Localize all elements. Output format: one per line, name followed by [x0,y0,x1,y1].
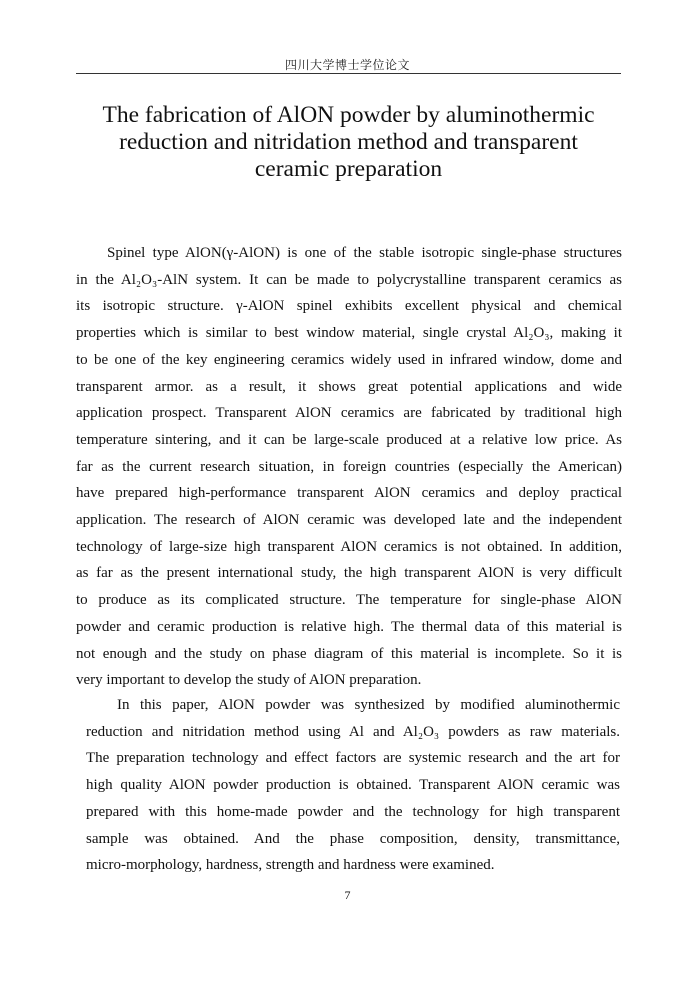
paragraph-line: far as the current research situation, in foreign countries (especially the American) [76,458,622,475]
header-rule [76,73,621,74]
paragraph-line: its isotropic structure. γ-AlON spinel exhibits excellent physical and chemical [76,298,622,315]
paragraph-line: temperature sintering, and it can be large-scale produced at a relative low price. As [76,431,622,448]
paragraph-line: properties which is similar to best window material, single crystal Al₂O₃, making it [76,325,622,342]
page-header: 四川大学博士学位论文 [284,58,410,72]
paragraph-line: micro-morphology, hardness, strength and hardness were examined. [86,857,495,874]
paragraph-line: The preparation technology and effect factors are systemic research and the art for [86,750,620,767]
paragraph-line: in the Al₂O₃-AlN system. It can be made to polycrystalline transparent ceramics as [76,271,622,288]
paragraph-line: reduction and nitridation method using Al and Al₂O₃ powders as raw materials. [86,723,620,740]
paragraph-line: In this paper, AlON powder was synthesized by modified aluminothermic [117,697,620,713]
paragraph-line: as far as the present international study, the high transparent AlON is very difficult [76,565,622,582]
paragraph-line: very important to develop the study of AlON preparation. [76,672,422,689]
paragraph-line: not enough and the study on phase diagram of this material is incomplete. So it is [76,645,622,662]
abstract-paragraph-2 [86,692,620,879]
paragraph-line: transparent armor. as a result, it shows great potential applications and wide [76,378,622,395]
paragraph-line: to be one of the key engineering ceramics widely used in infrared window, dome and [76,351,622,368]
paragraph-line: have prepared high-performance transparent AlON ceramics and deploy practical [76,485,622,502]
page-number: 7 [344,888,351,902]
paragraph-line: Spinel type AlON(γ-AlON) is one of the stable isotropic single-phase structures [107,245,622,261]
abstract-paragraph-1 [76,240,622,694]
paragraph-line: powder and ceramic production is relative high. The thermal data of this material is [76,618,622,635]
paragraph-line: sample was obtained. And the phase composition, density, transmittance, [86,830,620,847]
paragraph-line: to produce as its complicated structure. The temperature for single-phase AlON [76,592,622,609]
paragraph-line: application prospect. Transparent AlON ceramics are fabricated by traditional high [76,405,622,422]
title-line: The fabrication of AlON powder by aluminothermic [102,102,595,128]
paragraph-line: technology of large-size high transparent AlON ceramics is not obtained. In addition, [76,538,622,555]
paragraph-line: high quality AlON powder production is obtained. Transparent AlON ceramic was [86,777,620,794]
paper-title [76,102,621,183]
title-line: ceramic preparation [254,156,443,182]
paragraph-line: application. The research of AlON ceramic was developed late and the independent [76,512,622,529]
paragraph-line: prepared with this home-made powder and the technology for high transparent [86,803,620,820]
title-line: reduction and nitridation method and transparent [119,129,578,155]
